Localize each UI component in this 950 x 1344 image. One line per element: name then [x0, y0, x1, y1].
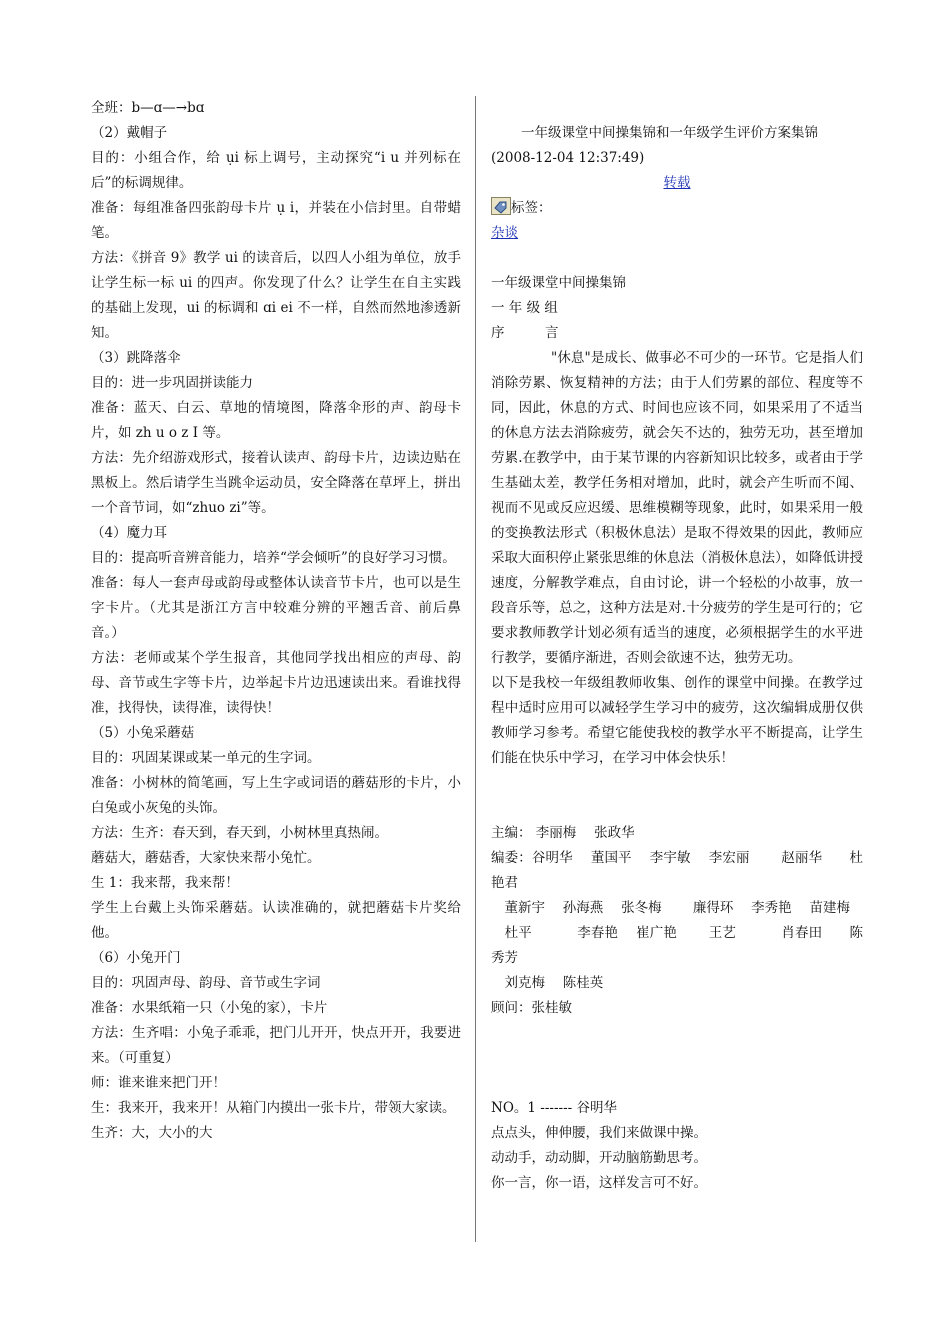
- left-line: 目的：巩固声母、韵母、音节或生字词: [91, 975, 321, 991]
- left-line: 准备：蓝天、白云、草地的情境图，降落伞形的声、韵母卡片，如 zh u o z I 等。: [91, 400, 461, 441]
- left-line: （2）戴帽子: [91, 125, 168, 141]
- tag-icon: [491, 197, 511, 215]
- repost-row: [491, 171, 863, 196]
- left-line: 目的：进一步巩固拼读能力: [91, 375, 253, 391]
- left-line: 全班：b—ɑ—→bɑ: [91, 100, 205, 116]
- left-line: 准备：每组准备四张韵母卡片 ụ i，并装在小信封里。自带蜡笔。: [91, 200, 461, 241]
- editors-line: 编委：谷明华 董国平 李宇敏 李宏丽 赵丽华 杜艳君: [491, 850, 863, 891]
- left-line: 目的：巩固某课或某一单元的生字词。: [91, 750, 321, 766]
- left-line: 蘑菇大，蘑菇香，大家快来帮小兔忙。: [91, 850, 321, 866]
- left-line: 目的：小组合作，给 ụi 标上调号，主动探究“i u 并列标在后”的标调规律。: [91, 150, 461, 191]
- left-line: 方法：生齐唱：小兔子乖乖，把门儿开开，快点开开，我要进来。（可重复）: [91, 1025, 461, 1066]
- left-line: 准备：小树林的简笔画，写上生字或词语的蘑菇形的卡片，小白兔或小灰兔的头饰。: [91, 775, 461, 816]
- column-divider: [475, 96, 476, 1242]
- verse-line: 动动手，动动脚，开动脑筋勤思考。: [491, 1150, 707, 1166]
- repost-link[interactable]: 转载: [663, 175, 691, 191]
- tag-link-row: [491, 221, 863, 246]
- left-line: 方法：《拼音 9》教学 ui 的读音后，以四人小组为单位，放手让学生标一标 ui 的四声。你发现了什么？让学生在自主实践的基础上发现，ui 的标调和 ɑi ei 不一样，自然而然地渗透新知。: [91, 250, 461, 341]
- left-line: 目的：提高听音辨音能力，培养“学会倾听”的良好学习习惯。: [91, 550, 456, 566]
- tag-label: 标签：: [511, 200, 552, 216]
- article-datetime: (2008-12-04 12:37:49): [491, 150, 645, 166]
- tag-row: [491, 196, 863, 221]
- left-line: 师：谁来谁来把门开！: [91, 1075, 226, 1091]
- left-column: [91, 96, 461, 1146]
- left-line: 生齐：大，大小的大: [91, 1125, 213, 1141]
- editors-line: 刘克梅 陈桂英: [491, 975, 604, 991]
- verse-line: 你一言，你一语，这样发言可不好。: [491, 1175, 707, 1191]
- left-line: （6）小兔开门: [91, 950, 181, 966]
- left-line: 方法：先介绍游戏形式，接着认读声、韵母卡片，边读边贴在黑板上。然后请学生当跳伞运动员，安全降落在草坪上，拼出一个音节词，如“zhuo zi”等。: [91, 450, 461, 516]
- left-line: 方法：生齐：春天到，春天到，小树林里真热闹。: [91, 825, 388, 841]
- advisor: 顾问：张桂敏: [491, 1000, 572, 1016]
- left-line: 方法：老师或某个学生报音，其他同学找出相应的声母、韵母、音节或生字等卡片，边举起卡片边迅速读出来。看谁找得准，找得快，读得准，读得快！: [91, 650, 461, 716]
- heading-1: 一年级课堂中间操集锦: [491, 275, 626, 291]
- editors-line: 董新宇 孙海燕 张冬梅 廉得环 李秀艳 苗建梅: [491, 900, 850, 916]
- left-line: （4）魔力耳: [91, 525, 168, 541]
- article-title: 一年级课堂中间操集锦和一年级学生评价方案集锦: [521, 125, 818, 141]
- left-line: 生 1：我来帮，我来帮！: [91, 875, 239, 891]
- left-line: 准备：每人一套声母或韵母或整体认读音节卡片，也可以是生字卡片。（尤其是浙江方言中较难分辨的平翘舌音、前后鼻音。）: [91, 575, 461, 641]
- left-line: （3）跳降落伞: [91, 350, 181, 366]
- section-no1-title: NO。1 ------- 谷明华: [491, 1100, 617, 1116]
- right-column: [491, 96, 863, 1196]
- left-line: （5）小兔采蘑菇: [91, 725, 195, 741]
- left-line: 准备：水果纸箱一只（小兔的家），卡片: [91, 1000, 328, 1016]
- editor-chief: 主编： 李丽梅 张政华: [491, 825, 635, 841]
- preface-paragraph-1: "休息"是成长、做事必不可少的一环节。它是指人们消除劳累、恢复精神的方法；由于人们劳累的部位、程度等不同，因此，休息的方式、时间也应该不同，如果采用了不适当的休息方法去消除疲劳，就会矢不达的，独劳无功，甚至增加劳累.在教学中，由于某节课的内容新知识比较多，或者由于学生基础太差，教学任务相对增加，此时，就会产生听而不闻、视而不见或反应迟缓、思维模糊等现象，此时，如果采用一般的变换教法形式（积极休息法）是取不得效果的因此，教师应采取大面积停止紧张思维的休息法（消极休息法），如降低讲授速度，分解教学难点，自由讨论，讲一个轻松的小故事，放一段音乐等，总之，这种方法是对.十分疲劳的学生是可行的；它要求教师教学计划必须有适当的速度，必须根据学生的水平进行教学，要循序渐进，否则会欲速不达，独劳无功。: [491, 350, 863, 666]
- preface-label: 序 言: [491, 325, 559, 341]
- heading-2: 一 年 级 组: [491, 300, 558, 316]
- left-line: 生：我来开，我来开！从箱门内摸出一张卡片，带领大家读。: [91, 1100, 456, 1116]
- tag-link[interactable]: 杂谈: [491, 225, 518, 241]
- preface-paragraph-2: 以下是我校一年级组教师收集、创作的课堂中间操。在教学过程中适时应用可以减轻学生学习中的疲劳，这次编辑成册仅供教师学习参考。希望它能使我校的教学水平不断提高，让学生们能在快乐中学习，在学习中体会快乐！: [491, 675, 863, 766]
- editors-line: 杜平 李春艳 崔广艳 王艺 肖春田 陈秀芳: [491, 925, 863, 966]
- verse-line: 点点头，伸伸腰，我们来做课中操。: [491, 1125, 707, 1141]
- left-line: 学生上台戴上头饰采蘑菇。认读准确的，就把蘑菇卡片奖给他。: [91, 900, 461, 941]
